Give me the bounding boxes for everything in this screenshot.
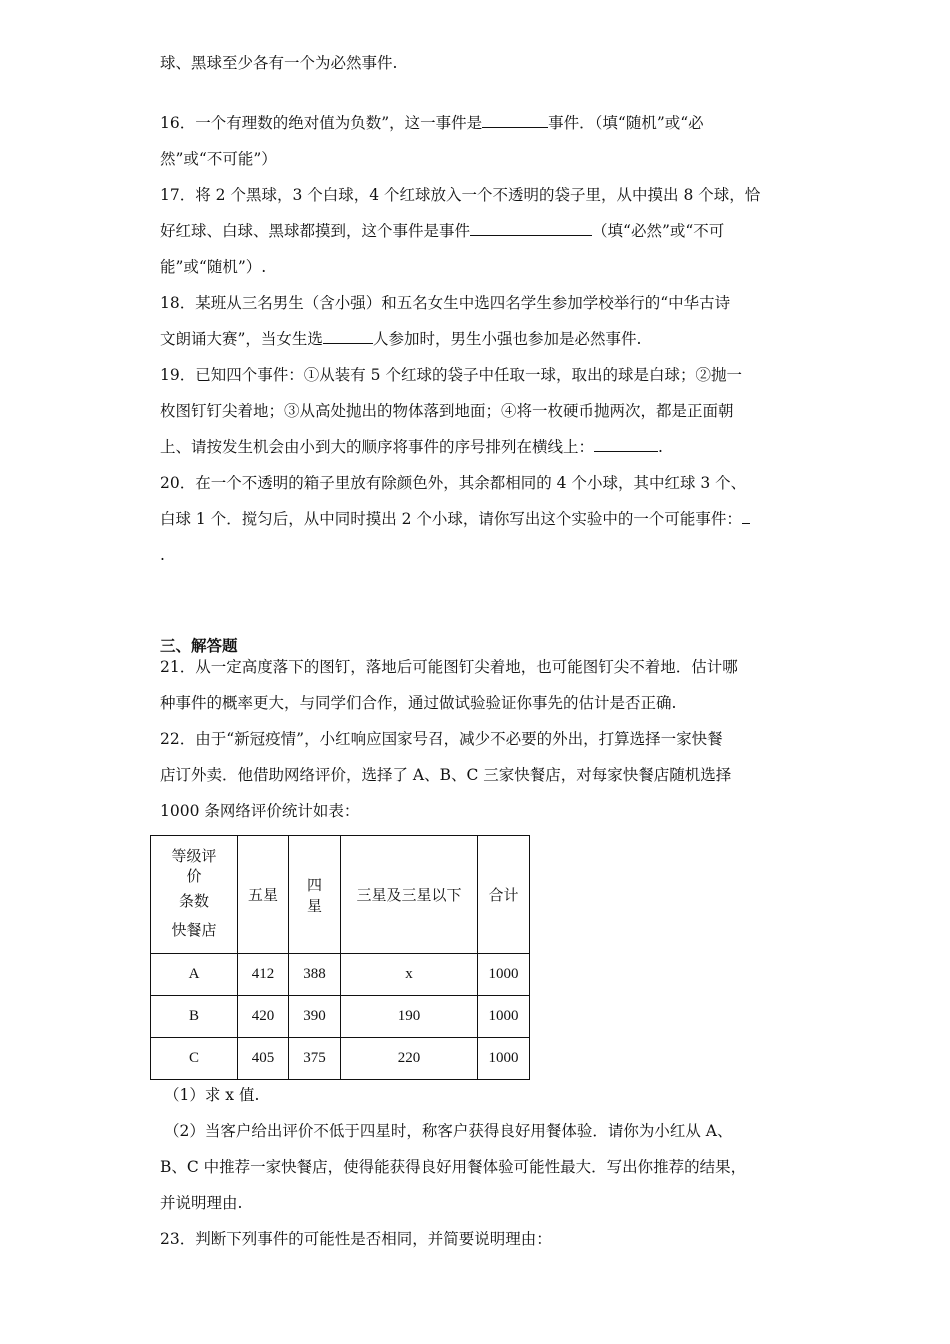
question-17-line-3: 能”或“随机”）. bbox=[160, 258, 267, 276]
question-22-part-2-line-2: B、C 中推荐一家快餐店，使得能获得良好用餐体验可能性最大．写出你推荐的结果， bbox=[160, 1158, 747, 1176]
table-cell: 1000 bbox=[478, 996, 530, 1038]
header-text: 价 bbox=[186, 866, 202, 885]
table-cell: x bbox=[341, 954, 478, 996]
table-row bbox=[151, 1038, 530, 1080]
table-cell: A bbox=[151, 954, 238, 996]
question-19-line-1: 19．已知四个事件：①从装有 5 个红球的袋子中任取一球，取出的球是白球；②抛一 bbox=[160, 366, 742, 384]
header-text: 等级评 bbox=[171, 846, 217, 865]
table-header-row bbox=[151, 836, 530, 954]
answer-blank[interactable] bbox=[742, 509, 750, 524]
text: 上、请按发生机会由小到大的顺序将事件的序号排列在横线上： bbox=[160, 438, 595, 456]
text-line: 球、黑球至少各有一个为必然事件. bbox=[160, 54, 398, 72]
table-row bbox=[151, 954, 530, 996]
text: （填“必然”或“不可 bbox=[592, 222, 725, 240]
question-18-line-2 bbox=[160, 329, 641, 349]
table-header-diagonal bbox=[151, 836, 238, 954]
table-row bbox=[151, 996, 530, 1038]
header-text: 四 bbox=[306, 875, 322, 894]
rating-table bbox=[150, 835, 530, 1080]
answer-blank[interactable] bbox=[323, 329, 373, 344]
answer-blank[interactable] bbox=[470, 221, 592, 236]
table-header-cell: 合计 bbox=[478, 836, 530, 954]
table-header-cell bbox=[289, 836, 341, 954]
question-17-line-1: 17．将 2 个黑球，3 个白球，4 个红球放入一个不透明的袋子里，从中摸出 8 个球，恰 bbox=[160, 186, 761, 204]
question-22-part-1: （1）求 x 值. bbox=[164, 1086, 260, 1104]
question-22-part-2-line-3: 并说明理由. bbox=[160, 1194, 243, 1212]
table-cell: 375 bbox=[289, 1038, 341, 1080]
header-text: 条数 bbox=[178, 891, 209, 910]
answer-blank[interactable] bbox=[482, 113, 548, 128]
answer-blank[interactable] bbox=[594, 437, 658, 452]
text: 人参加时，男生小强也参加是必然事件. bbox=[372, 330, 642, 348]
question-21-line-2: 种事件的概率更大，与同学们合作，通过做试验验证你事先的估计是否正确. bbox=[160, 694, 677, 712]
question-19-line-2: 枚图钉钉尖着地；③从高处抛出的物体落到地面；④将一枚硬币抛两次，都是正面朝 bbox=[160, 402, 734, 420]
table-cell: 1000 bbox=[478, 1038, 530, 1080]
table-cell: C bbox=[151, 1038, 238, 1080]
text: 好红球、白球、黑球都摸到，这个事件是事件 bbox=[160, 222, 471, 240]
question-16-line-1 bbox=[160, 113, 704, 133]
question-23-line-1: 23．判断下列事件的可能性是否相同，并简要说明理由： bbox=[160, 1230, 552, 1248]
table-cell: 388 bbox=[289, 954, 341, 996]
question-20-line-2 bbox=[160, 509, 750, 529]
text: . bbox=[658, 438, 663, 456]
text: 文朗诵大赛”，当女生选 bbox=[160, 330, 323, 348]
table-cell: 420 bbox=[238, 996, 289, 1038]
question-17-line-2 bbox=[160, 221, 724, 241]
text: 白球 1 个．搅匀后，从中同时摸出 2 个小球，请你写出这个实验中的一个可能事件： bbox=[160, 510, 742, 528]
table-header-cell: 五星 bbox=[238, 836, 289, 954]
table-cell: 1000 bbox=[478, 954, 530, 996]
text: 事件．（填“随机”或“必 bbox=[548, 114, 704, 132]
table-cell: 190 bbox=[341, 996, 478, 1038]
question-22-line-3: 1000 条网络评价统计如表： bbox=[160, 802, 360, 820]
header-text: 快餐店 bbox=[171, 920, 217, 939]
question-16-line-2: 然”或“不可能”） bbox=[160, 150, 277, 168]
text: 16．一个有理数的绝对值为负数”，这一事件是 bbox=[160, 114, 483, 132]
question-21-line-1: 21．从一定高度落下的图钉，落地后可能图钉尖着地，也可能图钉尖不着地．估计哪 bbox=[160, 658, 738, 676]
table-cell: 220 bbox=[341, 1038, 478, 1080]
question-20-line-3: . bbox=[160, 546, 165, 564]
header-text: 星 bbox=[306, 896, 322, 915]
question-22-part-2-line-1: （2）当客户给出评价不低于四星时，称客户获得良好用餐体验．请你为小红从 A、 bbox=[164, 1122, 733, 1140]
question-22-line-1: 22．由于“新冠疫情”，小红响应国家号召，减少不必要的外出，打算选择一家快餐 bbox=[160, 730, 723, 748]
table-cell: 412 bbox=[238, 954, 289, 996]
question-19-line-3 bbox=[160, 437, 663, 457]
table-cell: B bbox=[151, 996, 238, 1038]
section-heading: 三、解答题 bbox=[160, 636, 238, 655]
question-22-line-2: 店订外卖．他借助网络评价，选择了 A、B、C 三家快餐店，对每家快餐店随机选择 bbox=[160, 766, 732, 784]
table-cell: 390 bbox=[289, 996, 341, 1038]
table-cell: 405 bbox=[238, 1038, 289, 1080]
question-20-line-1: 20．在一个不透明的箱子里放有除颜色外，其余都相同的 4 个小球，其中红球 3 个、 bbox=[160, 474, 747, 492]
question-18-line-1: 18．某班从三名男生（含小强）和五名女生中选四名学生参加学校举行的“中华古诗 bbox=[160, 294, 731, 312]
table-header-cell: 三星及三星以下 bbox=[341, 836, 478, 954]
